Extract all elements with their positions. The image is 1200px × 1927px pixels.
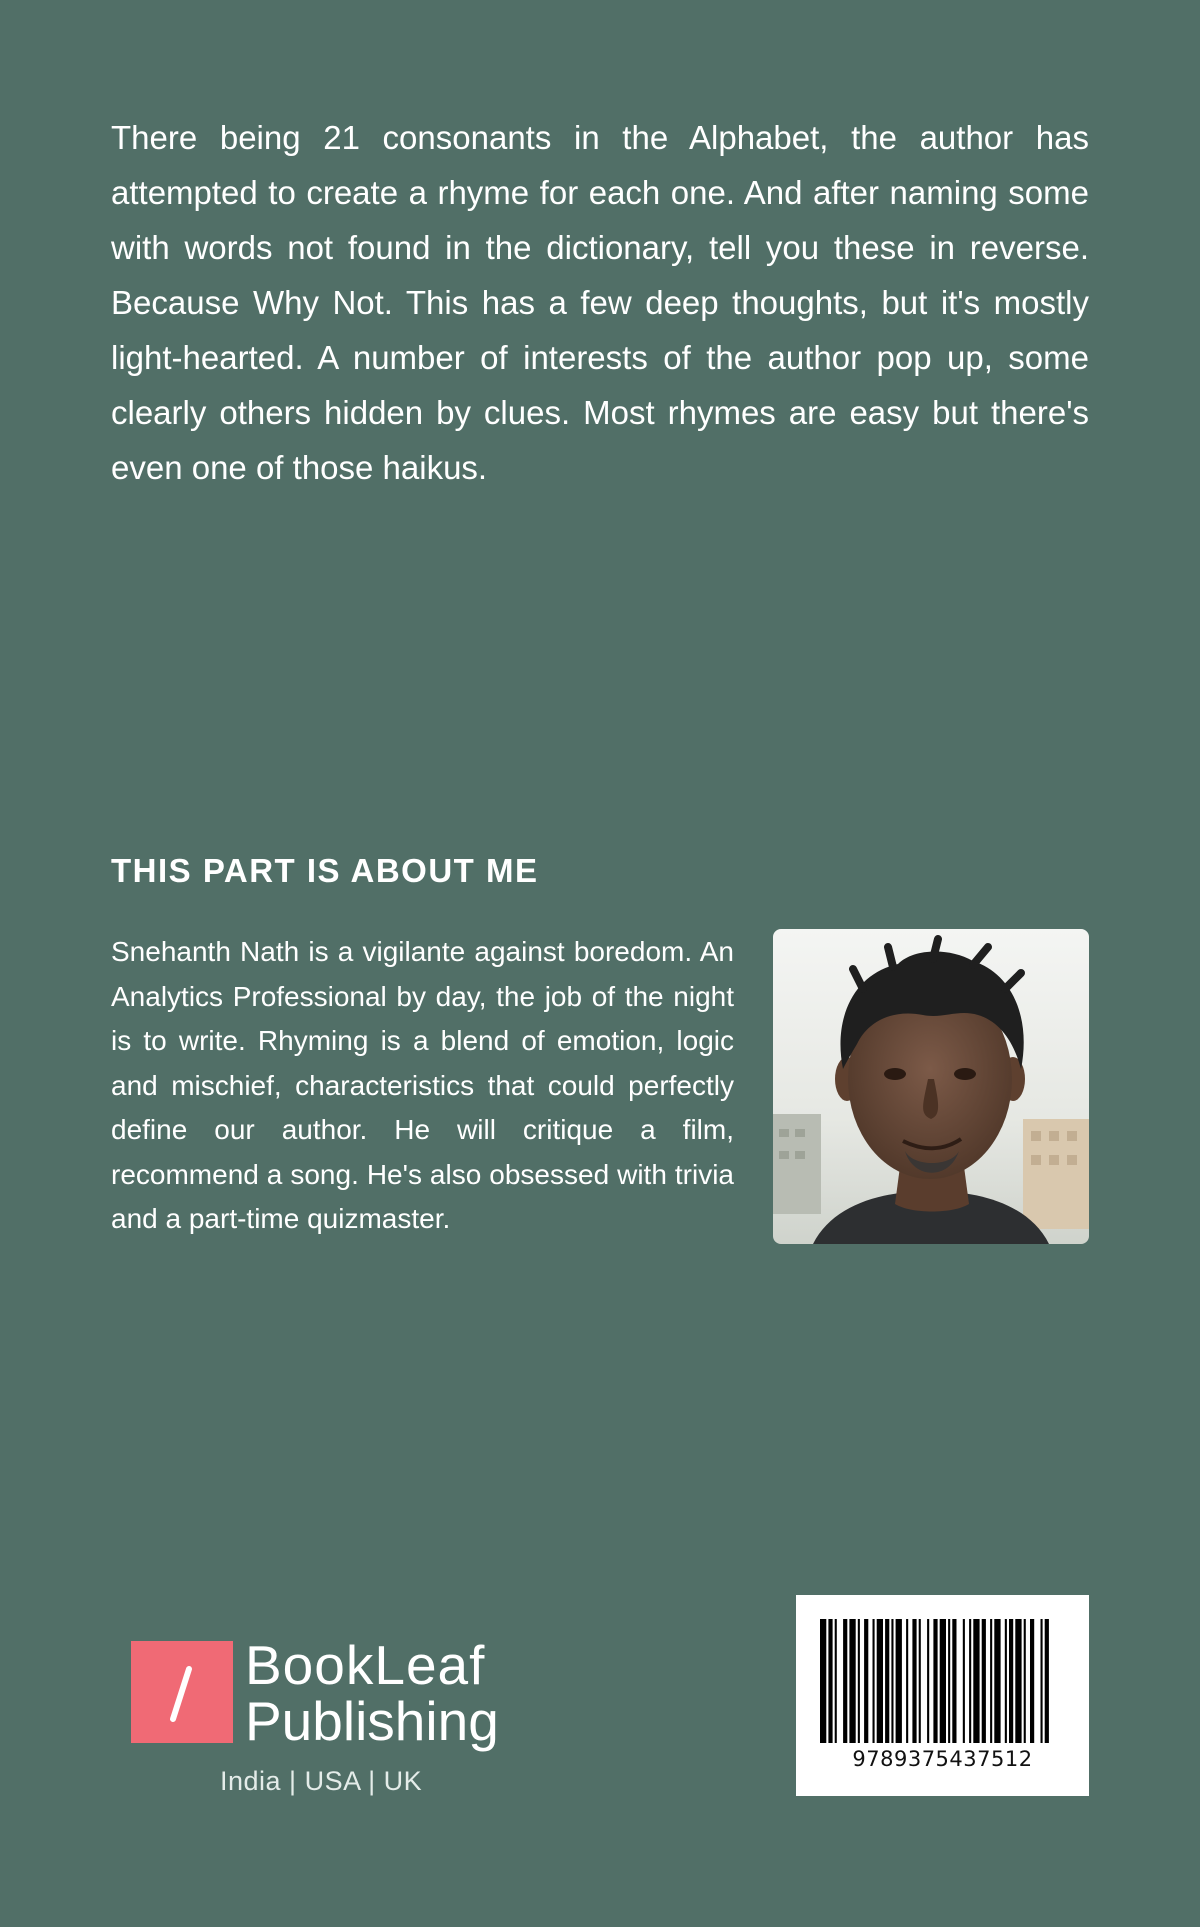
publisher-name-line1: BookLeaf xyxy=(245,1634,486,1696)
publisher-name-line2: Publishing xyxy=(245,1690,499,1752)
back-cover-blurb: There being 21 consonants in the Alphabet, the author has attempted to create a rhyme for each one. And after naming some with words not found in the dictionary, tell you these in reverse. Because Why Not. This has a few deep thoughts, but it's mostly light-hearted. A number of interests of the author pop up, some clearly others hidden by clues. Most rhymes are easy but there's even one of those haikus. xyxy=(111,119,1089,486)
isbn-number: 9789375437512 xyxy=(852,1747,1033,1771)
publisher-regions: India | USA | UK xyxy=(220,1766,423,1796)
about-author-text: Snehanth Nath is a vigilante against boredom. An Analytics Professional by day, the job of the night is to write. Rhyming is a blend of emotion, logic and mischief, characteristics that could perfectly define our author. He will critique a film, recommend a song. He's also obsessed with trivia and a part-time quizmaster. xyxy=(111,936,734,1234)
isbn-barcode xyxy=(796,1595,1089,1796)
bookleaf-slash-icon xyxy=(131,1641,233,1743)
barcode-bars xyxy=(820,1619,1065,1743)
about-author-heading: THIS PART IS ABOUT ME xyxy=(111,852,539,889)
author-photo xyxy=(773,929,1089,1244)
publisher-logo xyxy=(131,1636,531,1796)
